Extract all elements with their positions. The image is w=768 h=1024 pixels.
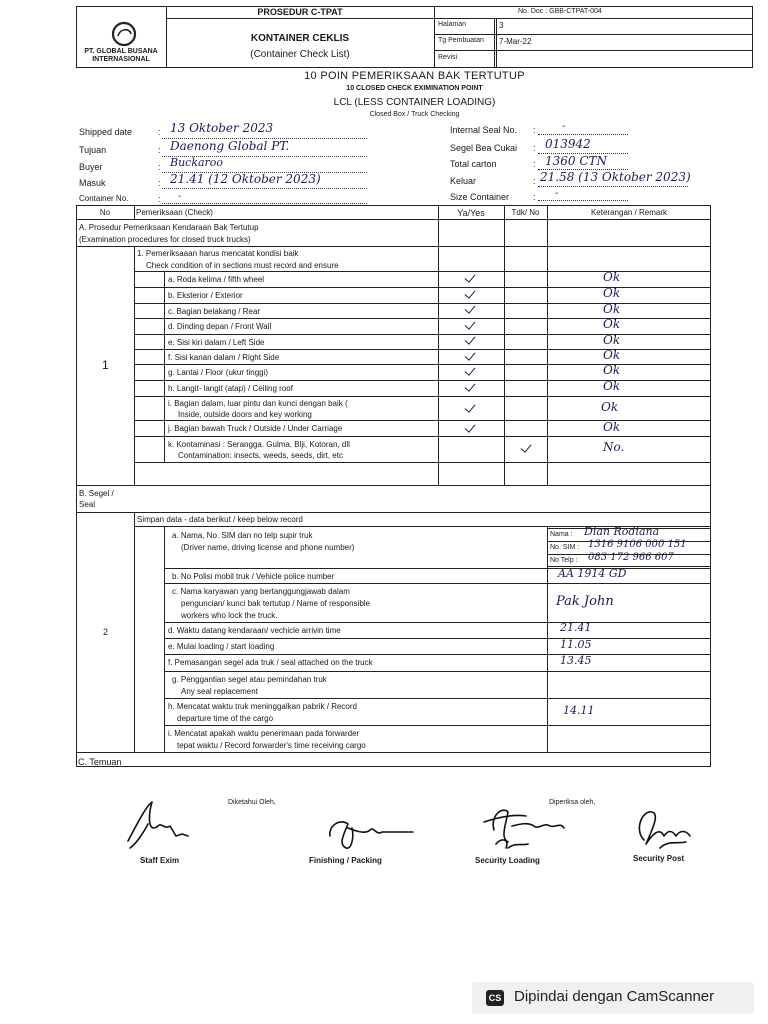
- security-loading-label: Security Loading: [475, 856, 540, 865]
- lcl-title: LCL (LESS CONTAINER LOADING): [333, 97, 496, 108]
- colon: :: [533, 192, 536, 202]
- diperiksa-label: Diperiksa oleh,: [549, 799, 596, 806]
- finishing-packing-signature: [318, 806, 418, 856]
- colon: :: [533, 159, 536, 169]
- revisi-label: Revisi: [438, 54, 458, 61]
- keluar-value[interactable]: 21.58 (13 Oktober 2023): [540, 170, 691, 184]
- driver-phone-value[interactable]: 083 172 966 607: [588, 552, 674, 563]
- tujuan-label: Tujuan: [79, 145, 107, 155]
- item-i-label-en: Inside, outside doors and key working: [178, 410, 312, 419]
- item-d-label: d. Dinding depan / Front Wall: [168, 322, 272, 331]
- section-a-subtitle: (Examination procedures for closed truck trucks): [79, 235, 251, 244]
- colon: :: [158, 145, 161, 155]
- halaman-label: Halaman: [438, 21, 467, 28]
- diketahui-label: Diketahui Oleh,: [228, 799, 276, 806]
- total-carton-value[interactable]: 1360 CTN: [545, 154, 608, 168]
- finishing-packing-label: Finishing / Packing: [309, 856, 382, 865]
- seal-attached-value[interactable]: 13.45: [560, 654, 592, 667]
- main-title: 10 POIN PEMERIKSAAN BAK TERTUTUP: [304, 70, 525, 82]
- buyer-value[interactable]: Buckaroo: [170, 156, 224, 169]
- colon: :: [158, 162, 161, 172]
- main-title-en: 10 CLOSED CHECK EXIMINATION POINT: [346, 85, 483, 92]
- staff-exim-label: Staff Exim: [140, 856, 180, 865]
- remark-i[interactable]: Ok: [601, 400, 619, 414]
- keluar-label: Keluar: [450, 176, 477, 186]
- b-item-b-label: b. No Polisi mobil truk / Vehicle police number: [172, 572, 335, 581]
- tujuan-value[interactable]: Daenong Global PT.: [170, 139, 290, 153]
- row2-number: 2: [103, 627, 109, 637]
- col-header-no: No: [99, 208, 111, 217]
- internal-seal-value[interactable]: -: [562, 121, 566, 132]
- simpan-data-label: Simpan data - data berikut / keep below record: [137, 515, 303, 524]
- remark-g[interactable]: Ok: [603, 363, 621, 377]
- procedure-title: PROSEDUR C-TPAT: [257, 7, 343, 17]
- driver-phone-label: No Telp :: [550, 557, 578, 564]
- security-post-label: Security Post: [633, 854, 685, 863]
- staff-exim-signature: [118, 796, 198, 856]
- shipped-date-label: Shipped date: [79, 127, 133, 137]
- item-c-label: c. Bagian belakang / Rear: [168, 307, 261, 316]
- b-item-c-label: c. Nama karyawan yang bertanggungjawab dalam: [172, 587, 350, 596]
- item-i-label: i. Bagian dalam, luar pintu dan kunci dengan baik (: [168, 399, 348, 408]
- remark-j[interactable]: Ok: [603, 420, 621, 434]
- item-f-label: f. Sisi kanan dalam / Right Side: [168, 353, 280, 362]
- form-subtitle: (Container Check List): [250, 49, 350, 60]
- item-j-label: j. Bagian bawah Truck / Outside / Under Carriage: [168, 424, 343, 433]
- remark-d[interactable]: Ok: [603, 317, 621, 331]
- b-item-a-label-en: (Driver name, driving license and phone number): [181, 543, 355, 552]
- halaman-value: 3: [499, 21, 504, 30]
- b-item-d-label: d. Waktu datang kendaraan/ vechicle arrivin time: [168, 626, 341, 635]
- remark-b[interactable]: Ok: [603, 286, 621, 300]
- company-name: PT. GLOBAL BUSANA INTERNASIONAL: [84, 48, 158, 63]
- remark-k[interactable]: No.: [603, 440, 625, 454]
- section-b-subtitle: Seal: [79, 500, 96, 509]
- remark-a[interactable]: Ok: [603, 270, 621, 284]
- form-title: KONTAINER CEKLIS: [250, 33, 350, 44]
- b-item-h-label-en: departure time of the cargo: [177, 714, 274, 723]
- item-a-label: a. Roda kelima / fifth wheel: [168, 275, 265, 284]
- start-loading-value[interactable]: 11.05: [560, 638, 592, 651]
- b-item-g-label: g. Penggantian segel atau pemindahan truk: [172, 675, 327, 684]
- item-g-label: g. Lantai / Floor (ukur tinggi): [168, 368, 269, 377]
- police-number-value[interactable]: AA 1914 GD: [558, 567, 627, 580]
- row1-intro: 1. Pemeriksaaan harus mencatat kondisi baik: [137, 249, 299, 258]
- item-k-label-en: Contamination: insects, weeds, seeds, dirt, etc: [178, 451, 343, 460]
- masuk-value[interactable]: 21.41 (12 Oktober 2023): [170, 172, 321, 186]
- item-e-label: e. Sisi kiri dalam / Left Side: [168, 338, 265, 347]
- b-item-f-label: f. Pemasangan segel ada truk / seal attached on the truck: [168, 658, 373, 667]
- item-h-label: h. Langit- langit (atap) / Ceiling roof: [168, 384, 293, 393]
- container-no-label: Container No.: [79, 194, 129, 203]
- colon: :: [158, 194, 161, 204]
- b-item-c-label-3: workers who lock the truck.: [181, 611, 278, 620]
- camscanner-logo-icon: CS: [486, 990, 504, 1006]
- doc-number: No. Doc : GBB-CTPAT-004: [518, 8, 602, 15]
- b-item-i-label: i. Mencatat apakah waktu penerimaan pada forwarder: [168, 729, 360, 738]
- driver-name-value[interactable]: Dian Rodiana: [584, 525, 660, 538]
- remark-f[interactable]: Ok: [603, 348, 621, 362]
- b-item-a-label: a. Nama, No. SIM dan no telp supir truk: [172, 531, 313, 540]
- tgl-pembuatan-value: 7-Mar-22: [499, 37, 532, 46]
- col-header-yes: Ya/Yes: [457, 208, 485, 218]
- b-item-i-label-en: tepat waktu / Record forwarder's time receiving cargo: [177, 741, 366, 750]
- masuk-label: Masuk: [79, 178, 106, 188]
- b-item-e-label: e. Mulai loading / start loading: [168, 642, 275, 651]
- row1-number: 1: [102, 358, 109, 372]
- b-item-g-label-en: Any seal replacement: [181, 687, 258, 696]
- remark-e[interactable]: Ok: [603, 333, 621, 347]
- size-container-label: Size Container: [450, 192, 510, 202]
- company-logo-icon: [110, 20, 138, 48]
- col-header-no-answer: Tdk/ No: [511, 208, 540, 217]
- segel-bea-cukai-label: Segel Bea Cukai: [450, 143, 518, 153]
- security-post-signature: [630, 800, 700, 860]
- segel-bea-cukai-value[interactable]: 013942: [545, 137, 591, 151]
- colon: :: [158, 178, 161, 188]
- driver-sim-value[interactable]: 1316 9106 000 151: [588, 539, 687, 550]
- colon: :: [533, 125, 536, 135]
- b-item-c-label-2: penguncian/ kunci bak tertutup / Name of responsible: [181, 599, 371, 608]
- driver-name-label: Nama :: [550, 531, 573, 538]
- responsible-worker-value[interactable]: Pak John: [556, 594, 614, 609]
- remark-h[interactable]: Ok: [603, 379, 621, 393]
- camscanner-text: Dipindai dengan CamScanner: [514, 988, 715, 1005]
- container-no-value[interactable]: -: [178, 191, 182, 202]
- colon: :: [533, 143, 536, 153]
- section-b-title: B. Segel /: [79, 489, 114, 498]
- colon: :: [158, 127, 161, 137]
- shipped-date-value[interactable]: 13 Oktober 2023: [170, 121, 274, 135]
- total-carton-label: Total carton: [450, 159, 497, 169]
- b-item-h-label: h. Mencatat waktu truk meninggalkan pabrik / Record: [168, 702, 357, 711]
- driver-sim-label: No. SIM :: [550, 544, 580, 551]
- colon: :: [533, 176, 536, 186]
- closed-box-title: Closed Box / Truck Checking: [369, 111, 460, 118]
- section-a-title: A. Prosedur Pemeriksaan Kendaraan Bak Tertutup: [79, 223, 259, 232]
- section-c-title: C. Temuan: [78, 757, 122, 767]
- item-k-label: k. Kontaminasi : Serangga. Gulma, Blji, Kotoran, dll: [168, 440, 350, 449]
- row1-intro-en: Check condition of in sections must record and ensure: [146, 261, 339, 270]
- security-loading-signature: [476, 798, 576, 858]
- item-b-label: b. Eksterior / Exterior: [168, 291, 243, 300]
- internal-seal-label: Internal Seal No.: [450, 125, 518, 135]
- col-header-remark: Keterangan / Remark: [590, 208, 668, 217]
- departure-time-value[interactable]: 14.11: [563, 704, 595, 717]
- tgl-pembuatan-label: Tg Pembuatan: [438, 37, 484, 44]
- col-header-check: Pemeriksaan (Check): [136, 208, 213, 217]
- buyer-label: Buyer: [79, 162, 103, 172]
- arrival-time-value[interactable]: 21.41: [560, 621, 592, 634]
- remark-c[interactable]: Ok: [603, 302, 621, 316]
- size-container-value[interactable]: -: [555, 188, 559, 199]
